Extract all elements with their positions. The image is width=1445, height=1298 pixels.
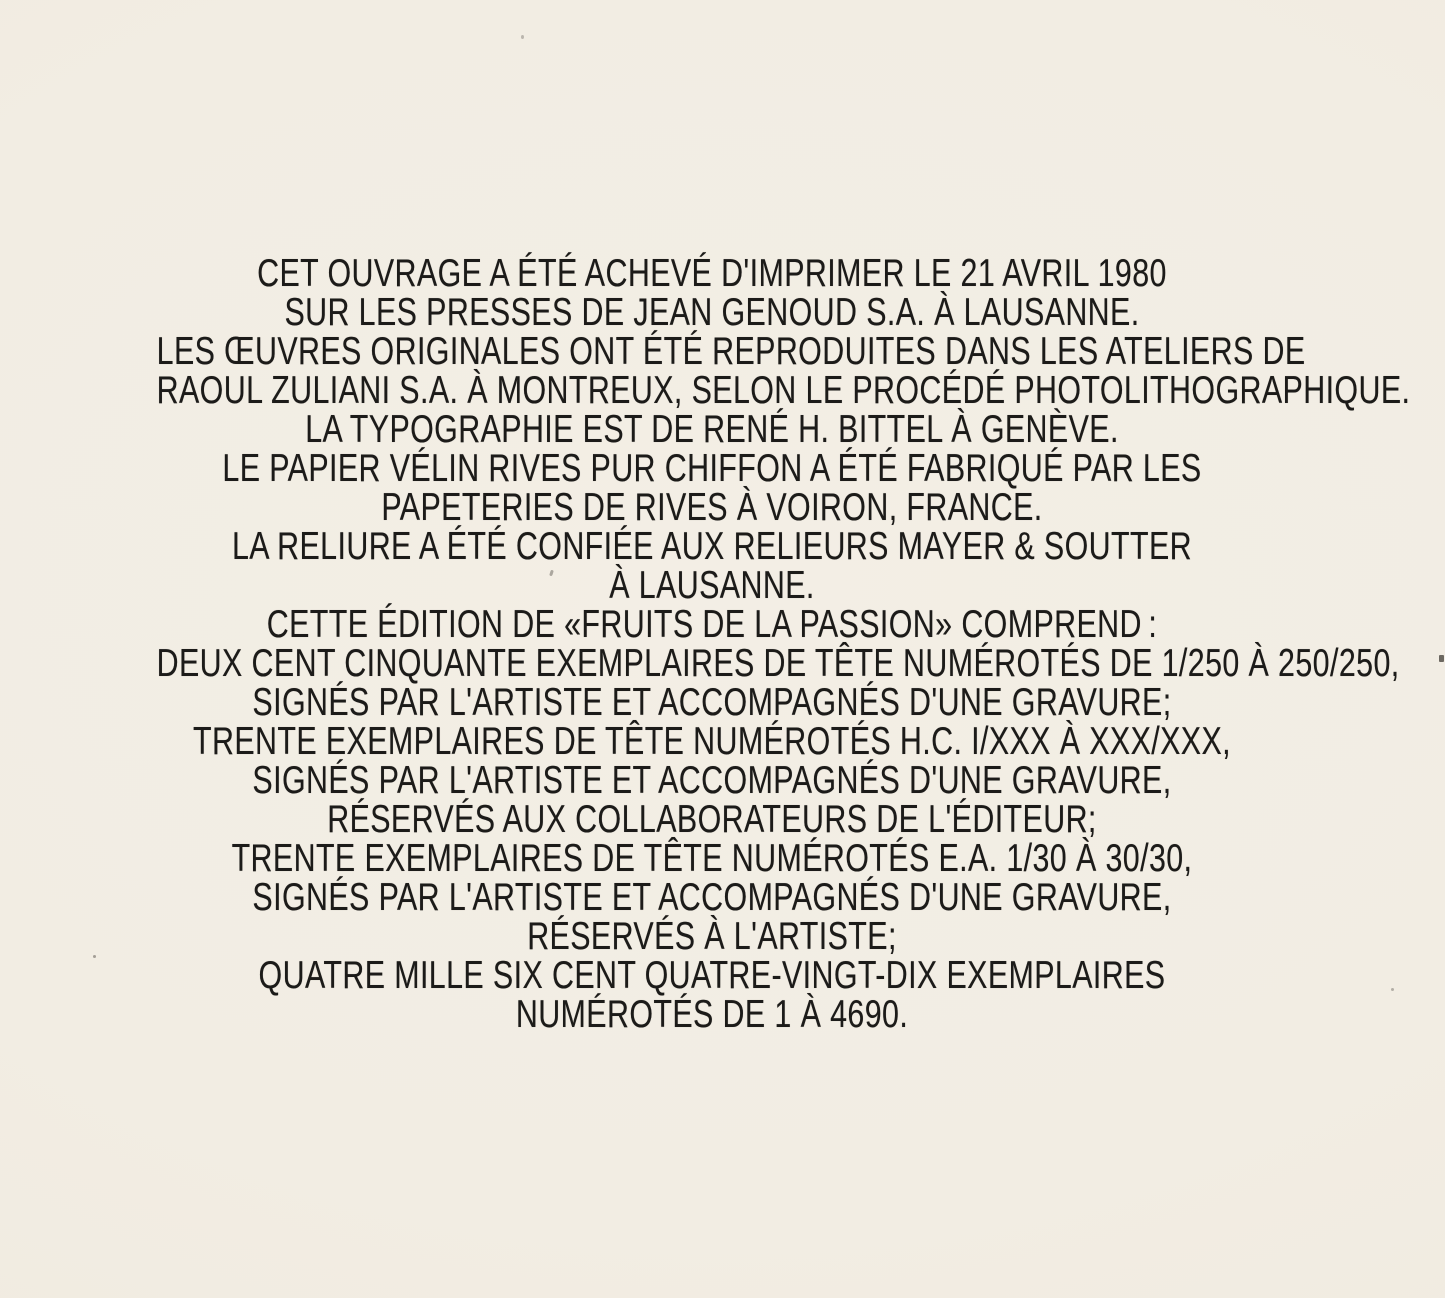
colophon-line: CET OUVRAGE A ÉTÉ ACHEVÉ D'IMPRIMER LE 21 AVRIL 1980 bbox=[257, 252, 1167, 295]
colophon-text-block bbox=[156, 252, 1411, 1036]
colophon-line: TRENTE EXEMPLAIRES DE TÊTE NUMÉROTÉS E.A. 1/30 À 30/30, bbox=[231, 837, 1193, 880]
colophon-line: NUMÉROTÉS DE 1 À 4690. bbox=[515, 993, 909, 1036]
colophon-line: RÉSERVÉS AUX COLLABORATEURS DE L'ÉDITEUR; bbox=[327, 798, 1097, 841]
colophon-line: LE PAPIER VÉLIN RIVES PUR CHIFFON A ÉTÉ FABRIQUÉ PAR LES bbox=[222, 447, 1202, 490]
colophon-line: RÉSERVÉS À L'ARTISTE; bbox=[527, 915, 897, 958]
colophon-line: SIGNÉS PAR L'ARTISTE ET ACCOMPAGNÉS D'UNE GRAVURE; bbox=[252, 681, 1172, 724]
colophon-line: TRENTE EXEMPLAIRES DE TÊTE NUMÉROTÉS H.C. I/XXX À XXX/XXX, bbox=[193, 720, 1231, 763]
scan-artifact-speck bbox=[93, 955, 96, 958]
scan-artifact-speck bbox=[1391, 988, 1394, 991]
scan-artifact-speck bbox=[1439, 655, 1444, 662]
colophon-line: PAPETERIES DE RIVES À VOIRON, FRANCE. bbox=[381, 486, 1043, 529]
colophon-line: LES ŒUVRES ORIGINALES ONT ÉTÉ REPRODUITES DANS LES ATELIERS DE bbox=[156, 330, 1306, 373]
colophon-line: CETTE ÉDITION DE «FRUITS DE LA PASSION» COMPREND : bbox=[266, 603, 1158, 646]
scan-artifact-speck bbox=[521, 35, 524, 39]
colophon-line: QUATRE MILLE SIX CENT QUATRE-VINGT-DIX EXEMPLAIRES bbox=[258, 954, 1166, 997]
colophon-line: À LAUSANNE. bbox=[609, 564, 815, 607]
colophon-line: SUR LES PRESSES DE JEAN GENOUD S.A. À LAUSANNE. bbox=[284, 291, 1140, 334]
colophon-line: SIGNÉS PAR L'ARTISTE ET ACCOMPAGNÉS D'UNE GRAVURE, bbox=[252, 876, 1172, 919]
colophon-line: RAOUL ZULIANI S.A. À MONTREUX, SELON LE PROCÉDÉ PHOTOLITHOGRAPHIQUE. bbox=[156, 369, 1411, 412]
colophon-line: DEUX CENT CINQUANTE EXEMPLAIRES DE TÊTE NUMÉROTÉS DE 1/250 À 250/250, bbox=[156, 642, 1400, 685]
colophon-line: LA TYPOGRAPHIE EST DE RENÉ H. BITTEL À GENÈVE. bbox=[305, 408, 1119, 451]
colophon-line: LA RELIURE A ÉTÉ CONFIÉE AUX RELIEURS MAYER & SOUTTER bbox=[231, 525, 1192, 568]
colophon-line: SIGNÉS PAR L'ARTISTE ET ACCOMPAGNÉS D'UNE GRAVURE, bbox=[252, 759, 1172, 802]
